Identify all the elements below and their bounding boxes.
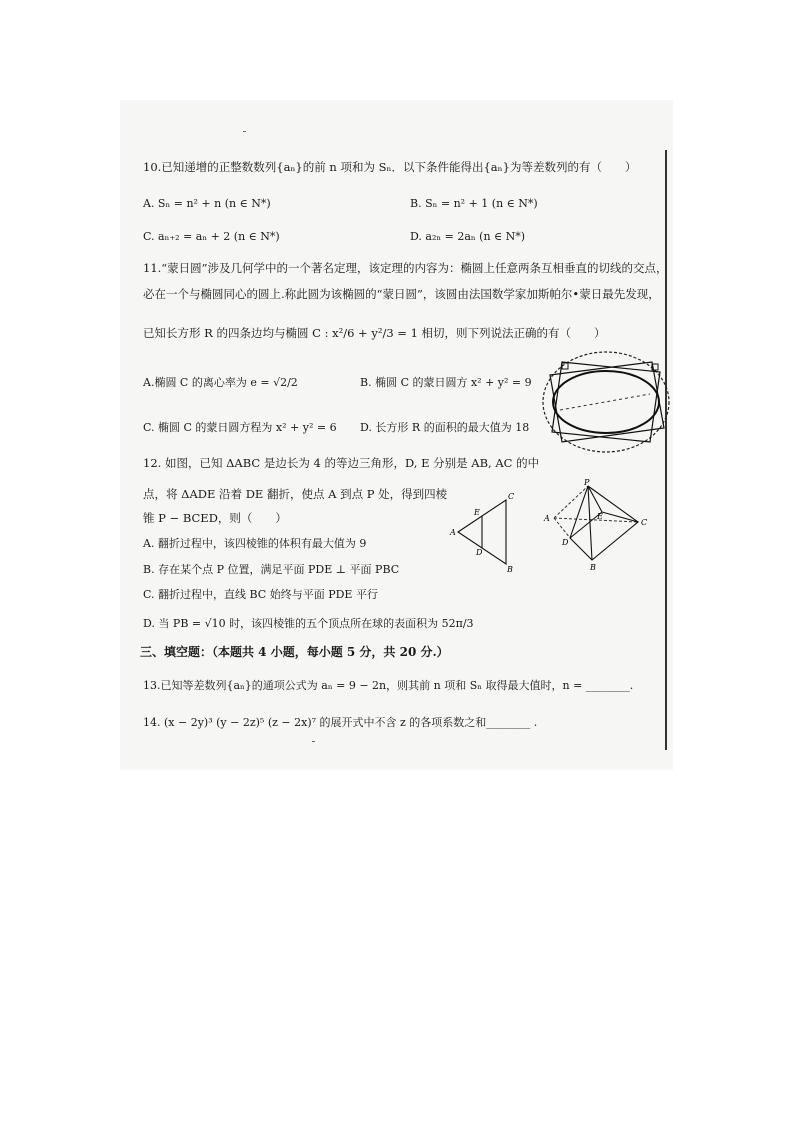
- label-a: A: [544, 514, 550, 523]
- label-e: E: [474, 508, 480, 517]
- q12-line2: 点，将 ΔADE 沿着 DE 翻折，使点 A 到点 P 处，得到四棱: [143, 487, 448, 501]
- q10-option-d: D. a₂ₙ = 2aₙ (n ∈ N*): [410, 230, 526, 243]
- q12-line3: 锥 P − BCED，则（ ）: [143, 511, 287, 525]
- q11-line1: 11.“蒙日圆”涉及几何学中的一个著名定理，该定理的内容为：椭圆上任意两条互相垂直的切线的交点，: [143, 261, 668, 275]
- edge-ad-dashed: [554, 518, 570, 538]
- label-c: C: [641, 518, 648, 527]
- q10-option-c: C. aₙ₊₂ = aₙ + 2 (n ∈ N*): [143, 230, 280, 243]
- q14-text: 14. (x − 2y)³ (y − 2z)⁵ (z − 2x)⁷ 的展开式中不含 z 的各项系数之和________ .: [143, 716, 538, 729]
- q12-option-d: D. 当 PB = √10 时，该四棱锥的五个顶点所在球的表面积为 52π/3: [143, 617, 474, 630]
- tangent-rectangle-2: [550, 362, 664, 442]
- label-b: B: [507, 565, 513, 573]
- label-d: D: [476, 548, 483, 557]
- edge-pe: [588, 486, 602, 512]
- label-b: B: [590, 563, 596, 572]
- pyramid-figure: [540, 478, 658, 573]
- q11-line2: 必在一个与椭圆同心的圆上.称此圆为该椭圆的“蒙日圆”，该圆由法国数学家加斯帕尔•蒙日最先发现，: [143, 287, 660, 301]
- q12-line1: 12. 如图，已知 ΔABC 是边长为 4 的等边三角形，D, E 分别是 AB, AC 的中: [143, 456, 540, 470]
- q10-option-b: B. Sₙ = n² + 1 (n ∈ N*): [410, 197, 538, 210]
- monge-circle-figure: [540, 350, 672, 455]
- q12-option-c: C. 翻折过程中，直线 BC 始终与平面 PDE 平行: [143, 588, 378, 601]
- label-c: C: [508, 492, 515, 501]
- label-e: E: [597, 512, 603, 521]
- scan-speck: [243, 131, 246, 132]
- triangle-abc-figure: [448, 488, 528, 573]
- q10-stem: 10.已知递增的正整数数列{aₙ}的前 n 项和为 Sₙ．以下条件能得出{aₙ}为等差数列的有（ ）: [143, 160, 637, 174]
- section-heading-fill-blank: 三、填空题：（本题共 4 小题，每小题 5 分，共 20 分.）: [140, 645, 449, 659]
- q12-option-a: A. 翻折过程中，该四棱锥的体积有最大值为 9: [143, 537, 367, 550]
- q10-option-a: A. Sₙ = n² + n (n ∈ N*): [143, 197, 271, 210]
- label-p: P: [584, 478, 590, 487]
- q11-option-c: C. 椭圆 C 的蒙日圆方程为 x² + y² = 6: [143, 421, 337, 434]
- tangent-rectangle-1: [552, 362, 660, 442]
- q11-line3: 已知长方形 R 的四条边均与椭圆 C : x²/6 + y²/3 = 1 相切，则下列说法正确的有（ ）: [143, 326, 606, 340]
- label-a: A: [450, 528, 456, 537]
- q11-option-a: A.椭圆 C 的离心率为 e = √2/2: [143, 376, 298, 389]
- diameter-dashed: [560, 394, 650, 410]
- q11-option-d: D. 长方形 R 的面积的最大值为 18: [360, 421, 530, 434]
- scan-speck: [312, 741, 315, 742]
- q13-text: 13.已知等差数列{aₙ}的通项公式为 aₙ = 9 − 2n，则其前 n 项和 Sₙ 取得最大值时，n = ________.: [143, 679, 634, 692]
- q12-option-b: B. 存在某个点 P 位置，满足平面 PDE ⊥ 平面 PBC: [143, 563, 400, 576]
- label-d: D: [562, 538, 569, 547]
- q11-option-b: B. 椭圆 C 的蒙日圆方 x² + y² = 9: [360, 376, 532, 389]
- ellipse-c: [553, 371, 659, 433]
